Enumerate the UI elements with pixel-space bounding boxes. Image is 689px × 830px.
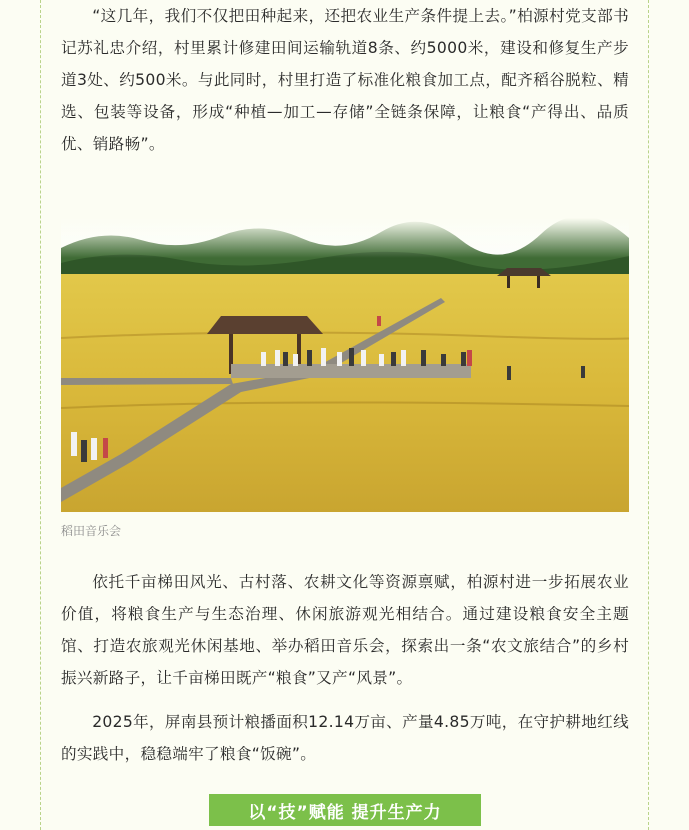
right-dashed-border <box>648 0 649 830</box>
photo-caption: 稻田音乐会 <box>61 524 122 538</box>
section-heading-banner <box>209 794 481 826</box>
paragraph-3: 2025年，屏南县预计粮播面积12.14万亩、产量4.85万吨，在守护耕地红线的实践中，稳稳端牢了粮食“饭碗”。 <box>61 713 629 763</box>
paragraph-1: “这几年，我们不仅把田种起来，还把农业生产条件提上去。”柏源村党支部书记苏礼忠介绍，村里累计修建田间运输轨道8条、约5000米，建设和修复生产步道3处、约500米。与此同时，村里打造了标准化粮食加工点，配齐稻谷脱粒、精选、包装等设备，形成“种植—加工—存储”全链条保障，让粮食“产得出、品质优、销路畅”。 <box>61 7 629 153</box>
left-dashed-border <box>40 0 41 830</box>
paragraph-2: 依托千亩梯田风光、古村落、农耕文化等资源禀赋，柏源村进一步拓展农业价值，将粮食生产与生态治理、休闲旅游观光相结合。通过建设粮食安全主题馆、打造农旅观光休闲基地、举办稻田音乐会，探索出一条“农文旅结合”的乡村振兴新路子，让千亩梯田既产“粮食”又产“风景”。 <box>61 573 629 687</box>
section-heading-text: 以“技”赋能 提升生产力 <box>248 802 442 823</box>
rice-field-concert-photo <box>61 218 629 512</box>
